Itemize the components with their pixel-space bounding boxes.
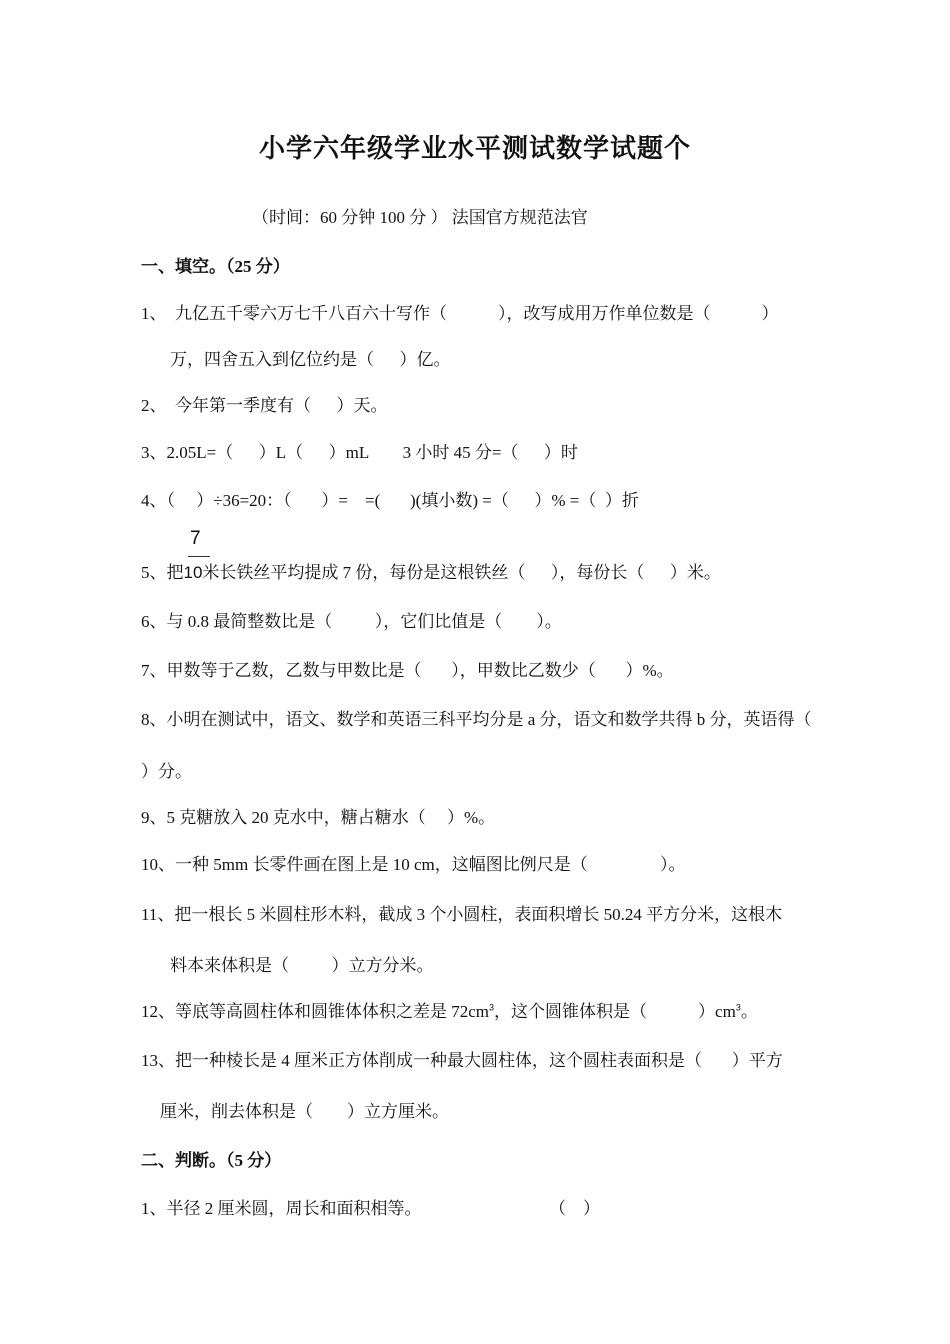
question-10: 10、一种 5mm 长零件画在图上是 10 cm，这幅图比例尺是（ ）。 — [141, 855, 686, 874]
question-7: 7、甲数等于乙数，乙数与甲数比是（ ），甲数比乙数少（ ）%。 — [141, 661, 674, 680]
cubic-superscript: 3 — [489, 1002, 495, 1013]
question-5-text: 米长铁丝平均提成 7 份，每份是这根铁丝（ ），每份长（ ）米。 — [202, 563, 721, 582]
question-11-line-2: 料本来体积是（ ）立方分米。 — [170, 956, 434, 975]
question-5 — [141, 558, 721, 583]
question-3: 3、2.05L=（ ）L（ ）mL 3 小时 45 分=（ ）时 — [141, 443, 578, 462]
question-1-line-1: 1、 九亿五千零六万七千八百六十写作（ ），改写成用万作单位数是（ ） — [141, 304, 779, 323]
question-11-line-1: 11、把一根长 5 米圆柱形木料，截成 3 个小圆柱，表面积增长 50.24 平方分米，这根木 — [141, 905, 783, 924]
fraction-bar — [188, 556, 210, 557]
question-8-line-2: ）分。 — [141, 762, 192, 781]
question-6: 6、与 0.8 最简整数比是（ ），它们比值是（ ）。 — [141, 612, 562, 631]
question-12-text-2: ，这个圆锥体积是（ ）cm — [494, 1002, 736, 1021]
question-12-text: 12、等底等高圆柱体和圆锥体体积之差是 72cm — [141, 1002, 490, 1021]
section-heading-judgment: 二、判断。（5 分） — [141, 1151, 282, 1170]
question-13-line-1: 13、把一种棱长是 4 厘米正方体削成一种最大圆柱体，这个圆柱表面积是（ ）平方 — [141, 1051, 783, 1070]
question-12 — [141, 997, 758, 1022]
fraction-denominator: 10 — [183, 563, 203, 582]
question-8-line-1: 8、小明在测试中，语文、数学和英语三科平均分是 a 分，语文和数学共得 b 分，英语得（ — [141, 710, 812, 729]
question-9: 9、5 克糖放入 20 克水中，糖占糖水（ ）%。 — [141, 808, 496, 827]
exam-info: （时间：60 分钟 100 分 ） 法国官方规范法官 — [252, 208, 588, 227]
question-5-prefix: 5、把 — [141, 563, 184, 582]
question-2: 2、 今年第一季度有（ ）天。 — [141, 396, 388, 415]
question-12-end: 。 — [740, 1002, 758, 1021]
section-heading-fill-in: 一、填空。（25 分） — [141, 257, 290, 276]
judgment-1: 1、半径 2 厘米圆，周长和面积相等。 （ ） — [141, 1199, 600, 1218]
question-13-line-2: 厘米，削去体积是（ ）立方厘米。 — [160, 1102, 449, 1121]
fraction-numerator: 7 — [190, 528, 201, 549]
question-4: 4、（ ）÷36=20：（ ）= =( )(填小数) =（ ）% =（ ）折 — [141, 491, 639, 510]
cubic-superscript-2: 3 — [735, 1002, 741, 1013]
question-1-line-2: 万，四舍五入到亿位约是（ ）亿。 — [170, 350, 451, 369]
page-title: 小学六年级学业水平测试数学试题个 — [258, 134, 691, 163]
